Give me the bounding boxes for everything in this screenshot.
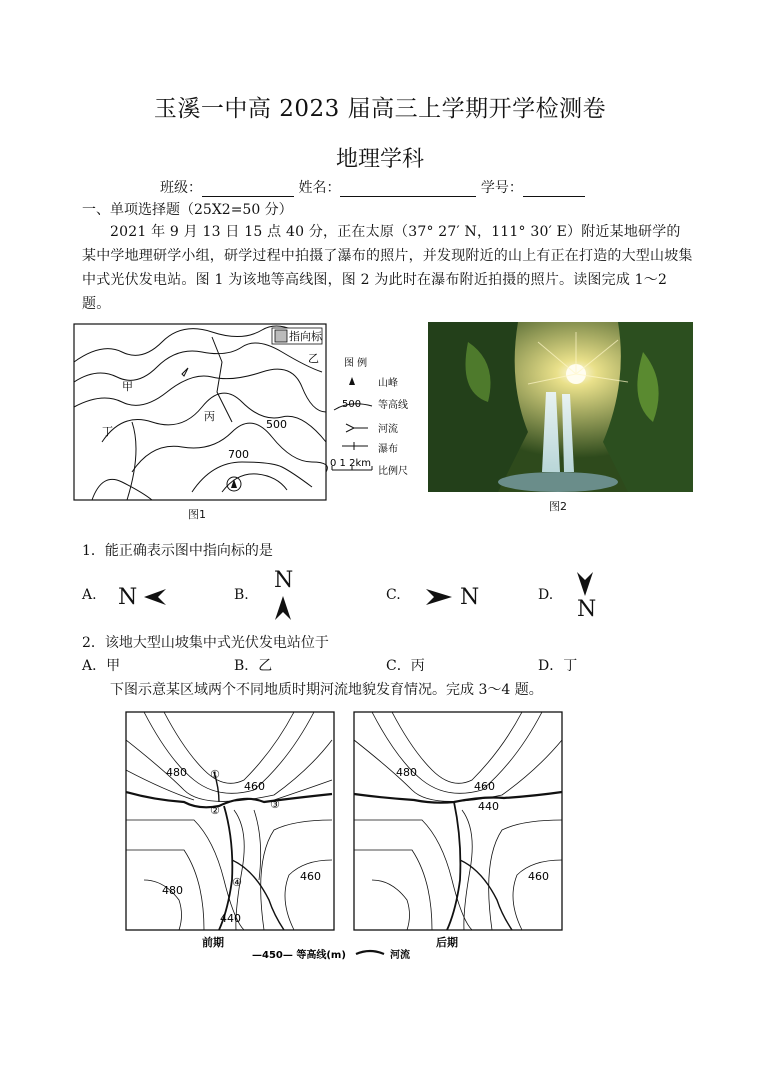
fig1-caption: 图1 bbox=[188, 508, 206, 521]
id-label: 学号： bbox=[480, 180, 523, 196]
label-bing: 丙 bbox=[204, 410, 215, 423]
q1-b-arrow-icon bbox=[274, 594, 292, 622]
compass-label: 指向标 bbox=[289, 330, 322, 343]
name-field[interactable] bbox=[340, 182, 476, 197]
legend-waterfall: 瀑布 bbox=[378, 444, 398, 455]
question-1: 1．能正确表示图中指向标的是 bbox=[82, 543, 273, 559]
label-ding: 丁 bbox=[102, 425, 113, 438]
early-contour-480: 480 bbox=[166, 766, 187, 779]
marker-4: ④ bbox=[232, 876, 242, 889]
legend-river: 河流 bbox=[378, 424, 398, 435]
late-period-map bbox=[354, 712, 562, 930]
class-field[interactable] bbox=[202, 182, 294, 197]
q2-option-a[interactable]: A．甲 bbox=[82, 658, 121, 674]
label-yi: 乙 bbox=[308, 352, 319, 365]
q1-a-arrow-icon bbox=[142, 588, 168, 606]
late-contour-460b: 460 bbox=[528, 870, 549, 883]
legend-contour: 等高线 bbox=[378, 400, 408, 411]
early-period-map bbox=[126, 712, 334, 930]
subject-title: 地理学科 bbox=[335, 147, 424, 172]
legend-500: 500 bbox=[342, 399, 362, 410]
q1-option-a-label[interactable]: A. bbox=[82, 587, 97, 603]
contour-map-fig1 bbox=[72, 322, 422, 522]
late-caption: 后期 bbox=[436, 936, 458, 949]
label-jia: 甲 bbox=[122, 380, 133, 393]
early-caption: 前期 bbox=[202, 936, 224, 949]
legend-river-icon bbox=[346, 424, 368, 432]
early-contour-460b: 460 bbox=[300, 870, 321, 883]
legend-peak-icon bbox=[349, 377, 355, 385]
legend-waterfall-icon bbox=[342, 442, 368, 450]
marker-3: ③ bbox=[270, 798, 280, 811]
name-label: 姓名： bbox=[298, 180, 341, 196]
q1-option-d-label[interactable]: D. bbox=[538, 587, 554, 603]
q2-option-d[interactable]: D．丁 bbox=[538, 658, 578, 674]
early-contour-460: 460 bbox=[244, 780, 265, 793]
id-field[interactable] bbox=[523, 182, 585, 197]
q1-c-arrow-icon bbox=[424, 588, 454, 606]
fig2-caption: 图2 bbox=[549, 500, 567, 513]
marker-1: ① bbox=[210, 768, 220, 781]
section-heading: 一、单项选择题（25X2=50 分） bbox=[82, 202, 293, 218]
river-landform-figure bbox=[124, 710, 566, 962]
scale-text: 0 1 2km bbox=[330, 458, 371, 469]
intro-paragraph: 2021 年 9 月 13 日 15 点 40 分，正在太原（37° 27′ N，111° 30′ E）附近某地研学的某中学地理研学小组，研学过程中拍摄了瀑布的照片，并发现附近的山上有正在打造的大型山坡集中式光伏发电站。图 1 为该地等高线图，图 2 为此时在瀑布附近拍摄的照片。读图完成 1～2 题。 bbox=[82, 224, 693, 312]
page-title: 玉溪一中高 2023 届高三上学期开学检测卷 bbox=[153, 96, 607, 122]
q1-a-n: N bbox=[118, 585, 138, 610]
class-label: 班级： bbox=[160, 180, 202, 196]
legend-peak: 山峰 bbox=[378, 378, 398, 389]
late-contour-460: 460 bbox=[474, 780, 495, 793]
late-contour-480: 480 bbox=[396, 766, 417, 779]
q1-c-n: N bbox=[460, 585, 480, 610]
q1-b-n: N bbox=[274, 568, 294, 593]
late-contour-440: 440 bbox=[478, 800, 499, 813]
q1-option-c-label[interactable]: C. bbox=[386, 587, 401, 603]
legend-contour-line: —450— 等高线(m) bbox=[252, 950, 346, 961]
waterfall-photo-fig2 bbox=[428, 322, 693, 492]
contour-500: 500 bbox=[266, 418, 287, 431]
intro-3-4: 下图示意某区域两个不同地质时期河流地貌发育情况。完成 3～4 题。 bbox=[110, 682, 543, 698]
legend-river-label: 河流 bbox=[390, 950, 410, 961]
marker-2: ② bbox=[210, 804, 220, 817]
early-contour-480b: 480 bbox=[162, 884, 183, 897]
legend-title: 图 例 bbox=[344, 358, 368, 369]
legend-scale: 比例尺 bbox=[378, 466, 408, 477]
q1-option-b-label[interactable]: B. bbox=[234, 587, 249, 603]
q2-option-c[interactable]: C．丙 bbox=[386, 658, 425, 674]
question-2: 2．该地大型山坡集中式光伏发电站位于 bbox=[82, 635, 329, 651]
contour-700: 700 bbox=[228, 448, 249, 461]
q2-option-b[interactable]: B．乙 bbox=[234, 658, 273, 674]
q1-d-arrow-icon bbox=[576, 570, 594, 598]
q1-d-n: N bbox=[577, 597, 597, 622]
early-contour-440: 440 bbox=[220, 912, 241, 925]
legend-river-line-icon bbox=[356, 951, 384, 954]
student-info bbox=[160, 177, 585, 197]
